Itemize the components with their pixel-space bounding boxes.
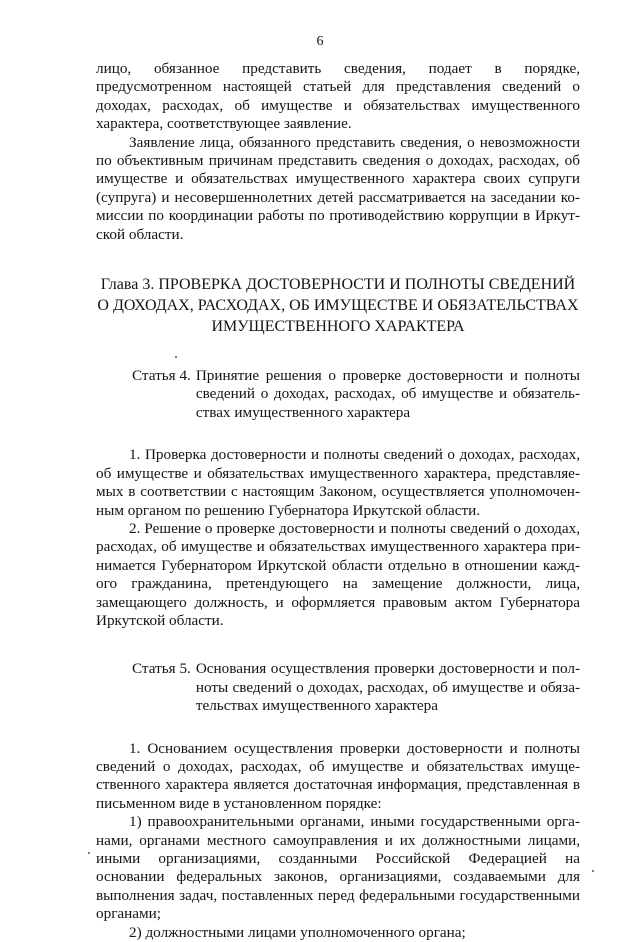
document-body (96, 60, 580, 942)
page-number: 6 (316, 34, 324, 49)
scan-speck (592, 870, 594, 872)
scan-speck (88, 852, 90, 854)
spacer (96, 716, 580, 740)
scan-speck (175, 356, 177, 358)
article-4-label: Статья 4. (132, 367, 191, 385)
article-5-heading (96, 660, 580, 715)
article-5-item-2: 2) должностными лицами уполномоченного органа; (129, 923, 466, 941)
article-4-paragraph-1: 1. Проверка достоверности и полноты сведений о доходах, расходах, об имуществе и обязательствах имущественного характера, представляемых в соответствии с настоящим Законом, осуществляется уполномоченным органом по решению Губернатора Иркутской области. (96, 446, 580, 519)
article-4-paragraph-2: 2. Решение о проверке достоверности и полноты сведений о доходах, расходах, об имуществе и обязательствах имущественного характера принимается Губернатором Иркутской области отдельно в отношении каждого гражданина, претендующего на замещение должности, лица, замещающего должность, и оформляется правовым актом Губернатора Иркутской области. (96, 519, 580, 629)
chapter-heading: Глава 3. ПРОВЕРКА ДОСТОВЕРНОСТИ И ПОЛНОТЫ СВЕДЕНИЙ О ДОХОДАХ, РАСХОДАХ, ОБ ИМУЩЕСТВЕ И ОБЯЗАТЕЛЬСТВАХ ИМУЩЕСТВЕННОГО ХАРАКТЕРА (97, 276, 579, 336)
article-5-label: Статья 5. (132, 660, 191, 678)
article-5-paragraph-1: 1. Основанием осуществления проверки достоверности и полноты сведений о доходах, расходах, об имуществе и обязательствах имущественного характера является достаточная информация, представленная в письменном виде в установленном порядке: (96, 739, 580, 812)
article-5-item-1: 1) правоохранительными органами, иными государственными органами, органами местного самоуправления и их должностными лицами, иными организациями, созданными Российской Федерацией на основании федеральных законов, организациями, создаваемыми для выполнения задач, поставленных перед федеральными государственными органами; (96, 813, 580, 923)
article-4-heading (96, 367, 580, 422)
paragraph-continued: лицо, обязанное представить сведения, подает в порядке, предусмотренном настоящей статьей для представления сведений о доходах, расходах, об имуществе и обязательствах имущественного характера, соответствующее заявление. (96, 60, 580, 133)
paragraph-application: Заявление лица, обязанного представить сведения, о невозможности по объективным причинам представить сведения о доходах, расходах, об имуществе и обязательствах имущественного характера своих супруги (супруга) и несовершеннолетних детей рассматривается на заседании комиссии по координации работы по противодействию коррупции в Иркутской области. (96, 133, 580, 243)
spacer (96, 422, 580, 446)
article-4-title: Принятие решения о проверке достоверности и полноты сведений о доходах, расходах, об имуществе и обязательствах имущественного характера (195, 367, 580, 421)
article-5-title: Основания осуществления проверки достоверности и полноты сведений о доходах, расходах, об имуществе и обязательствах имущественного характера (195, 660, 580, 715)
